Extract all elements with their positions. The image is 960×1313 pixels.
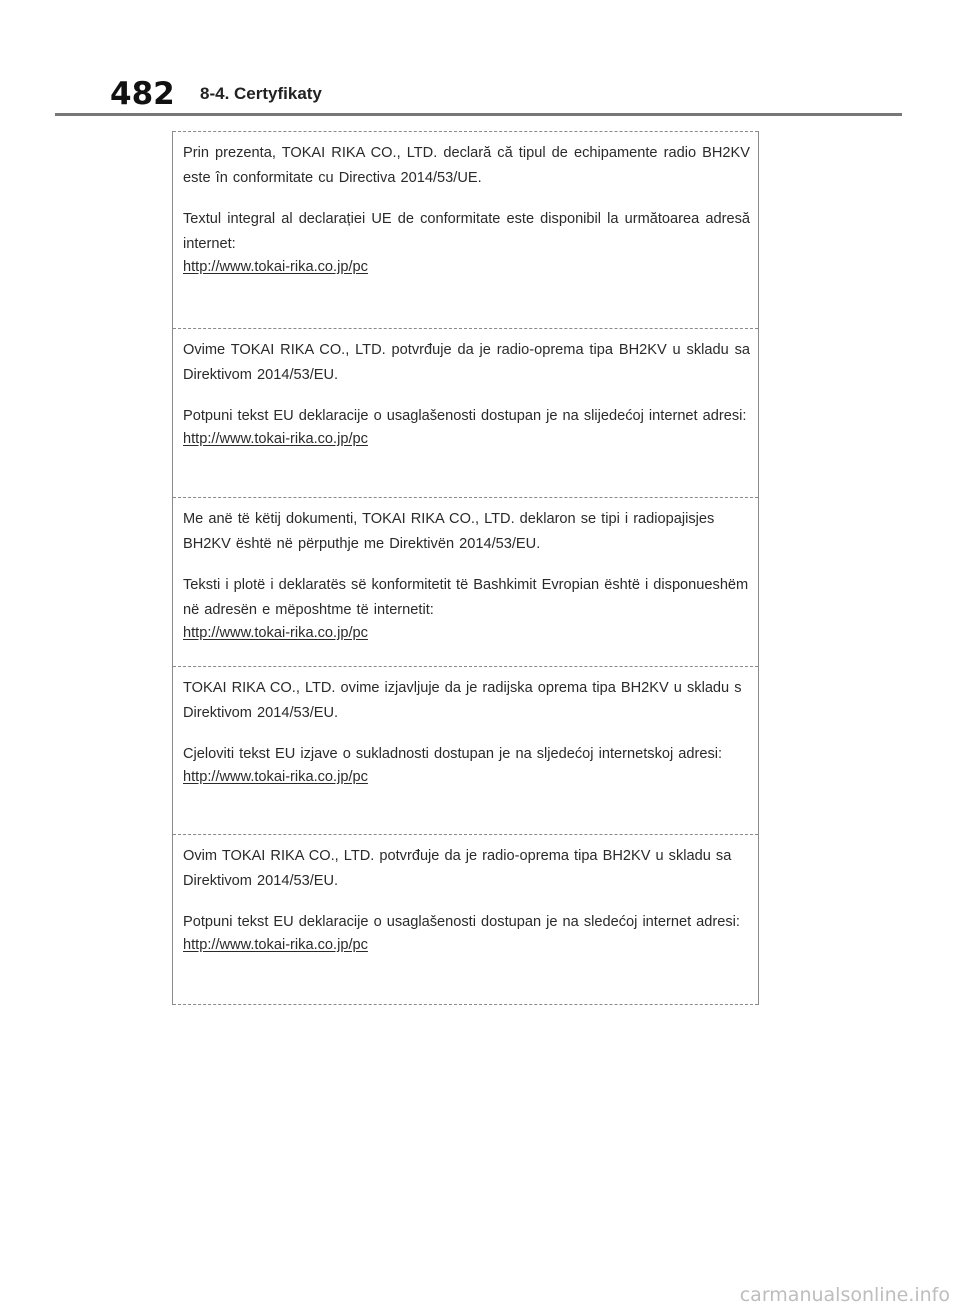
site-watermark: carmanualsonline.info — [739, 1284, 950, 1306]
declaration-availability: Textul integral al declarației UE de conformitate este disponibil la următoarea adresă internet: — [183, 211, 750, 252]
declaration-statement: Me anë të këtij dokumenti, TOKAI RIKA CO., LTD. deklaron se tipi i radiopajisjes BH2KV është në përputhje me Direktivën 2014/53/EU. — [183, 511, 715, 552]
page-number: 482 — [110, 76, 175, 112]
declaration-statement: TOKAI RIKA CO., LTD. ovime izjavljuje da je radijska oprema tipa BH2KV u skladu s Direktivom 2014/53/EU. — [183, 680, 742, 721]
declaration-statement: Ovim TOKAI RIKA CO., LTD. potvrđuje da je radio-oprema tipa BH2KV u skladu sa Direktivom 2014/53/EU. — [183, 848, 732, 889]
declaration-block-bosnian — [173, 328, 758, 497]
declaration-availability: Potpuni tekst EU deklaracije o usaglašenosti dostupan je na slijedećoj internet adresi: — [183, 408, 747, 424]
declaration-availability: Cjeloviti tekst EU izjave o sukladnosti dostupan je na sljedećoj internetskoj adresi: — [183, 746, 723, 762]
declaration-link[interactable]: http://www.tokai-rika.co.jp/pc — [183, 769, 368, 785]
declaration-block-croatian — [173, 666, 758, 834]
header-divider — [55, 113, 902, 116]
declaration-link[interactable]: http://www.tokai-rika.co.jp/pc — [183, 625, 368, 641]
declaration-block-romanian — [173, 131, 758, 328]
declaration-link[interactable]: http://www.tokai-rika.co.jp/pc — [183, 431, 368, 447]
declaration-table — [172, 131, 759, 1005]
declaration-statement: Prin prezenta, TOKAI RIKA CO., LTD. declară că tipul de echipamente radio BH2KV este în conformitate cu Directiva 2014/53/UE. — [183, 145, 750, 186]
declaration-block-serbian — [173, 834, 758, 1005]
declaration-availability: Potpuni tekst EU deklaracije o usaglašenosti dostupan je na sledećoj internet adresi: — [183, 914, 740, 930]
declaration-availability: Teksti i plotë i deklaratës së konformitetit të Bashkimit Evropian është i disponueshëm në adresën e mëposhtme të internetit: — [183, 577, 749, 618]
declaration-link[interactable]: http://www.tokai-rika.co.jp/pc — [183, 937, 368, 953]
section-title: 8-4. Certyfikaty — [200, 84, 322, 103]
page-header — [0, 0, 960, 118]
declaration-block-albanian — [173, 497, 758, 666]
declaration-statement: Ovime TOKAI RIKA CO., LTD. potvrđuje da je radio-oprema tipa BH2KV u skladu sa Direktivom 2014/53/EU. — [183, 342, 750, 383]
declaration-link[interactable]: http://www.tokai-rika.co.jp/pc — [183, 259, 368, 275]
